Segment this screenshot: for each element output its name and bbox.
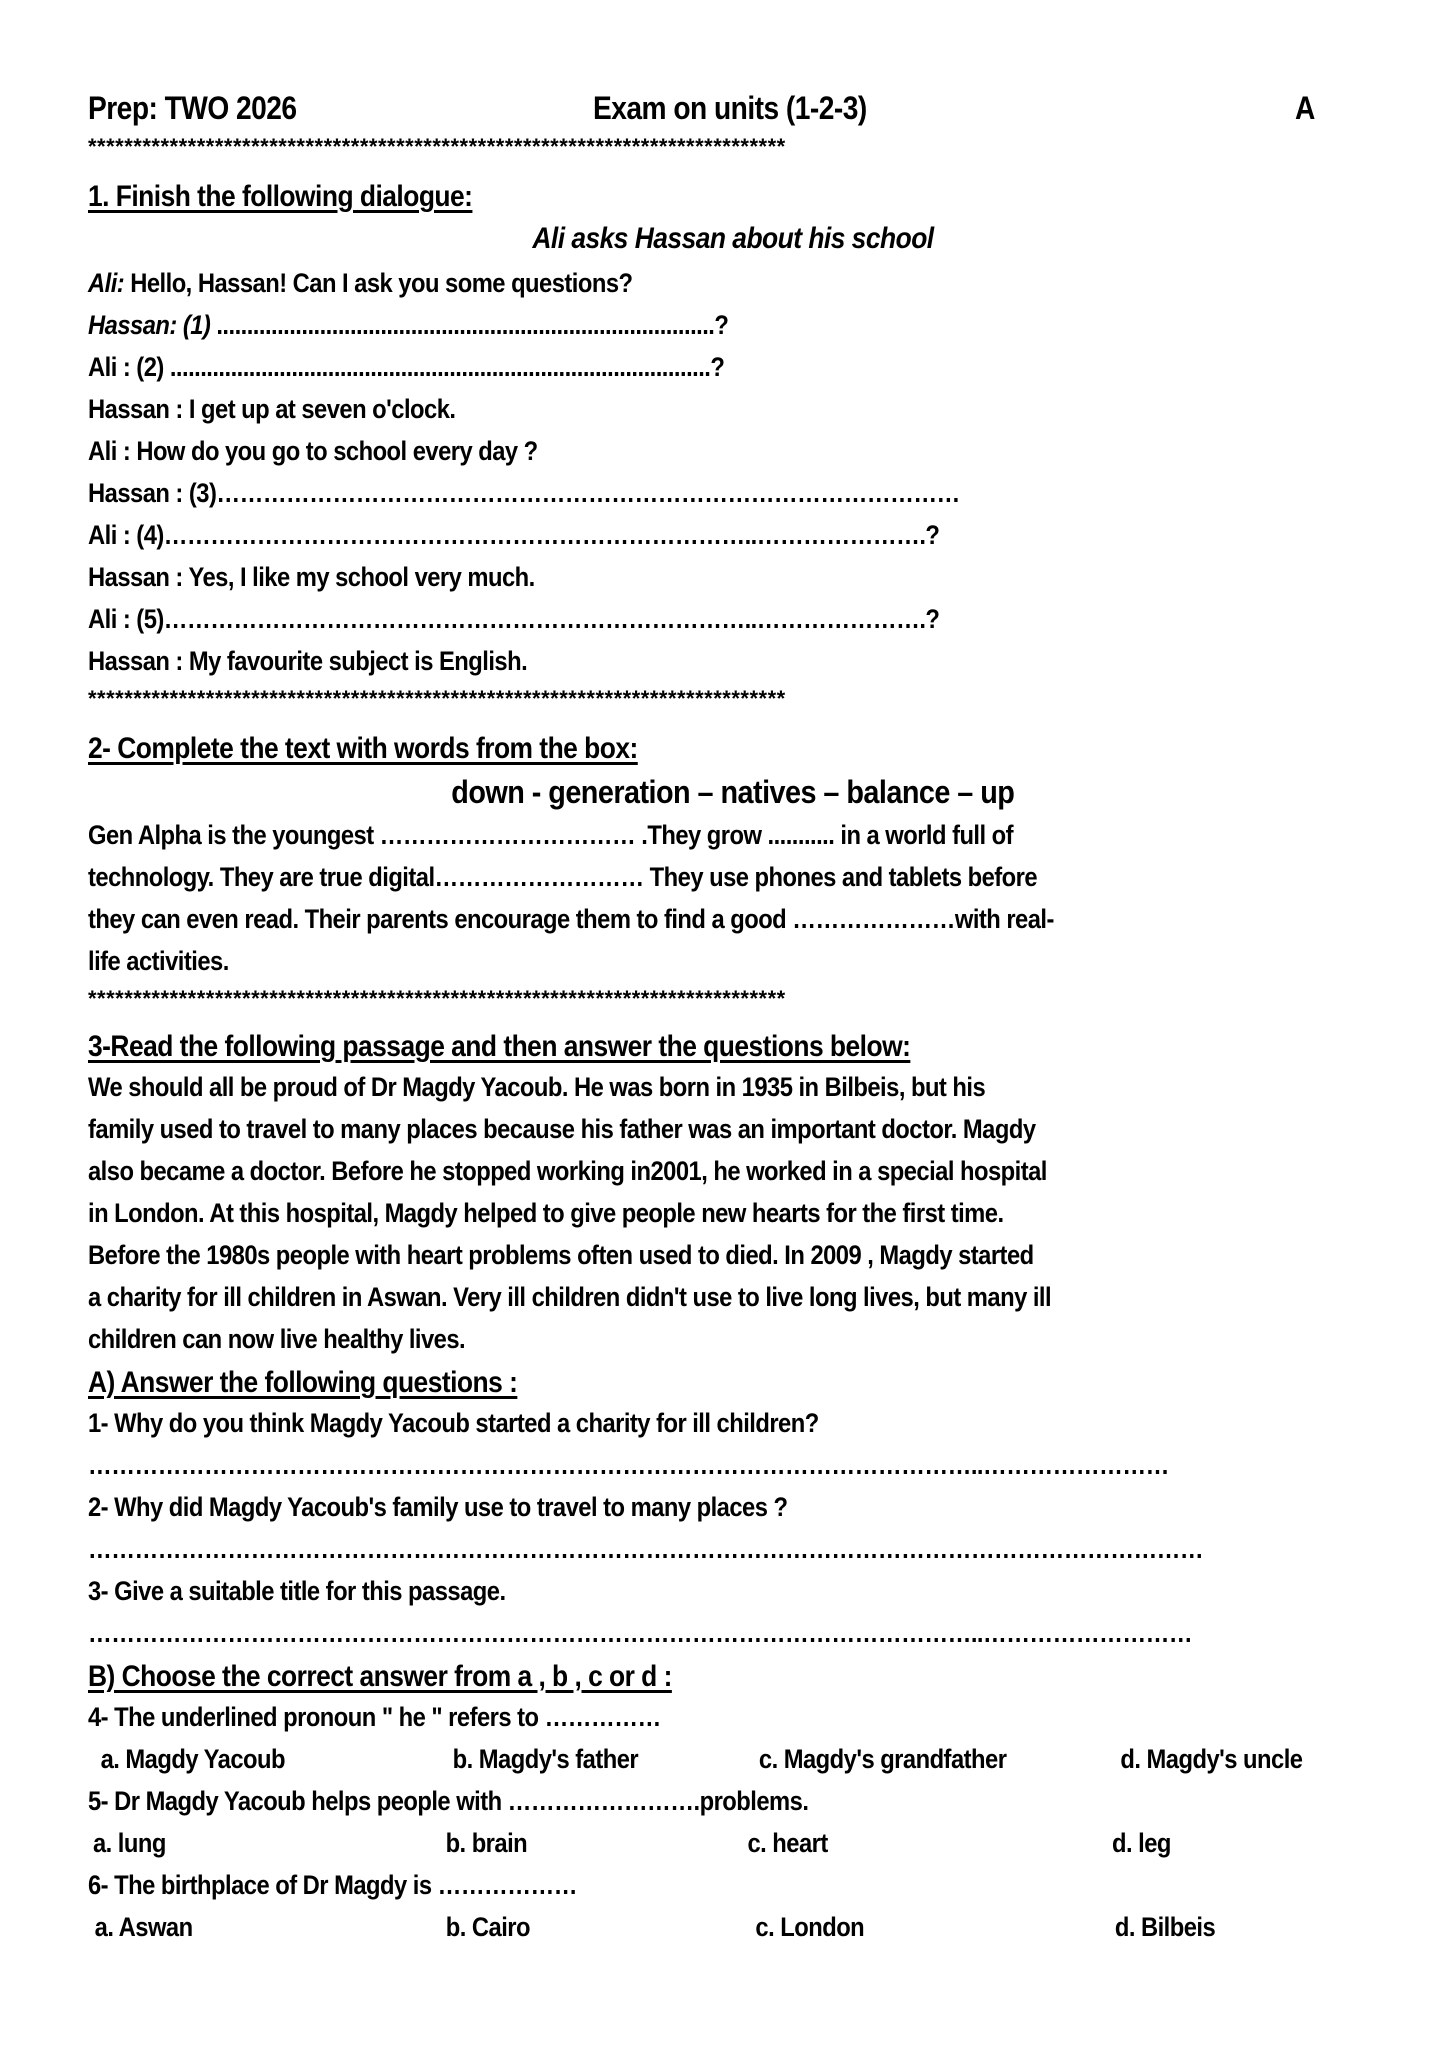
dialogue-line bbox=[88, 308, 728, 342]
section2-title: 2- Complete the text with words from the box: bbox=[88, 732, 638, 765]
passage-line: family used to travel to many places because his father was an important doctor. Magdy bbox=[88, 1114, 1036, 1144]
speaker: Ali : (2) bbox=[88, 352, 164, 382]
paragraph-line: they can even read. Their parents encourage them to find a good …………………with real- bbox=[88, 904, 1054, 934]
speaker: Hassan : (3) bbox=[88, 478, 217, 508]
passage-line: a charity for ill children in Aswan. Very ill children didn't use to live long lives, but many ill bbox=[88, 1282, 1052, 1312]
separator: ***************************************************************************** bbox=[88, 686, 786, 711]
paragraph-line: technology. They are true digital……………………… They use phones and tablets before bbox=[88, 862, 1038, 892]
speaker: Ali : (4) bbox=[88, 520, 164, 550]
mcq-options bbox=[88, 1742, 1378, 1776]
dialogue-line bbox=[88, 392, 455, 426]
dialogue-line bbox=[88, 560, 535, 594]
question: 2- Why did Magdy Yacoub's family use to travel to many places ? bbox=[88, 1492, 788, 1522]
paragraph-line: Gen Alpha is the youngest …………………………… .They grow ........... in a world full of bbox=[88, 820, 1014, 850]
answer-line[interactable]: ……………………………………………………………………………………………………..…………………… bbox=[88, 1450, 1169, 1480]
question: 3- Give a suitable title for this passage. bbox=[88, 1576, 506, 1606]
blank-answer[interactable]: .........................................................................................? bbox=[163, 352, 725, 382]
speaker: Ali : bbox=[88, 436, 131, 466]
dialogue-text: How do you go to school every day ? bbox=[130, 436, 538, 466]
dialogue-line bbox=[88, 644, 527, 678]
dialogue-line bbox=[88, 266, 633, 300]
option-c[interactable]: c. London bbox=[755, 1912, 865, 1942]
dialogue-subtitle: Ali asks Hassan about his school bbox=[532, 222, 934, 255]
mcq-question: 5- Dr Magdy Yacoub helps people with …………………….problems. bbox=[88, 1786, 809, 1816]
speaker: Hassan : bbox=[88, 562, 183, 592]
word-box-text: down - generation – natives – balance – up bbox=[451, 774, 1015, 810]
option-a[interactable]: a. Aswan bbox=[94, 1912, 193, 1942]
dialogue-line bbox=[88, 602, 939, 636]
blank-answer[interactable]: …………………………………………………………………..………………….? bbox=[163, 604, 940, 634]
question: 1- Why do you think Magdy Yacoub started a charity for ill children? bbox=[88, 1408, 819, 1438]
partA-title: A) Answer the following questions : bbox=[88, 1366, 518, 1399]
header-title: Exam on units (1-2-3) bbox=[593, 90, 867, 126]
dialogue-line bbox=[88, 476, 960, 510]
option-d[interactable]: d. Magdy's uncle bbox=[1120, 1744, 1303, 1774]
option-a[interactable]: a. Magdy Yacoub bbox=[100, 1744, 286, 1774]
section1-subtitle bbox=[88, 220, 1378, 258]
dialogue-line bbox=[88, 518, 939, 552]
blank-answer[interactable]: …………………………………………………………………………………… bbox=[216, 478, 960, 508]
blank-answer[interactable]: …………………………………………………………………..………………….? bbox=[163, 520, 940, 550]
blank-answer[interactable]: ..................................................................................? bbox=[210, 310, 729, 340]
section3-title: 3-Read the following passage and then answer the questions below: bbox=[88, 1030, 911, 1063]
header-level: Prep: TWO 2026 bbox=[88, 90, 297, 126]
passage-line: children can now live healthy lives. bbox=[88, 1324, 466, 1354]
dialogue-text: Hello, Hassan! Can I ask you some questions? bbox=[124, 268, 633, 298]
speaker: Hassan : bbox=[88, 394, 183, 424]
speaker: Hassan : bbox=[88, 646, 183, 676]
option-a[interactable]: a. lung bbox=[92, 1828, 166, 1858]
dialogue-line bbox=[88, 434, 538, 468]
speaker: Ali : (5) bbox=[88, 604, 164, 634]
passage-line: Before the 1980s people with heart problems often used to died. In 2009 , Magdy started bbox=[88, 1240, 1034, 1270]
passage-line: We should all be proud of Dr Magdy Yacoub. He was born in 1935 in Bilbeis, but his bbox=[88, 1072, 986, 1102]
option-c[interactable]: c. Magdy's grandfather bbox=[758, 1744, 1007, 1774]
separator: ***************************************************************************** bbox=[88, 986, 786, 1011]
speaker: Hassan: (1) bbox=[88, 310, 211, 340]
header-version: A bbox=[1295, 90, 1315, 126]
partB-title: B) Choose the correct answer from a , b , c or d : bbox=[88, 1660, 672, 1693]
mcq-question: 4- The underlined pronoun " he " refers to …………… bbox=[88, 1702, 661, 1732]
dialogue-text: My favourite subject is English. bbox=[182, 646, 528, 676]
section1-title: 1. Finish the following dialogue: bbox=[88, 180, 473, 213]
passage-line: in London. At this hospital, Magdy helped to give people new hearts for the first time. bbox=[88, 1198, 1004, 1228]
mcq-options bbox=[88, 1826, 1378, 1860]
answer-line[interactable]: ……………………………………………………………………………………………………………………………… bbox=[88, 1534, 1204, 1564]
word-box bbox=[88, 772, 1378, 812]
option-c[interactable]: c. heart bbox=[747, 1828, 828, 1858]
option-b[interactable]: b. brain bbox=[445, 1828, 528, 1858]
passage-line: also became a doctor. Before he stopped working in2001, he worked in a special hospital bbox=[88, 1156, 1047, 1186]
separator: ***************************************************************************** bbox=[88, 134, 786, 159]
mcq-options bbox=[88, 1910, 1378, 1944]
option-b[interactable]: b. Cairo bbox=[445, 1912, 530, 1942]
mcq-question: 6- The birthplace of Dr Magdy is ……………… bbox=[88, 1870, 577, 1900]
answer-line[interactable]: ……………………………………………………………………………………………………..……………………… bbox=[88, 1618, 1193, 1648]
option-d[interactable]: d. Bilbeis bbox=[1114, 1912, 1216, 1942]
option-b[interactable]: b. Magdy's father bbox=[452, 1744, 639, 1774]
dialogue-text: Yes, I like my school very much. bbox=[182, 562, 535, 592]
speaker: Ali: bbox=[88, 268, 125, 298]
dialogue-text: I get up at seven o'clock. bbox=[182, 394, 456, 424]
dialogue-line bbox=[88, 350, 724, 384]
paragraph-line: life activities. bbox=[88, 946, 229, 976]
option-d[interactable]: d. leg bbox=[1112, 1828, 1171, 1858]
